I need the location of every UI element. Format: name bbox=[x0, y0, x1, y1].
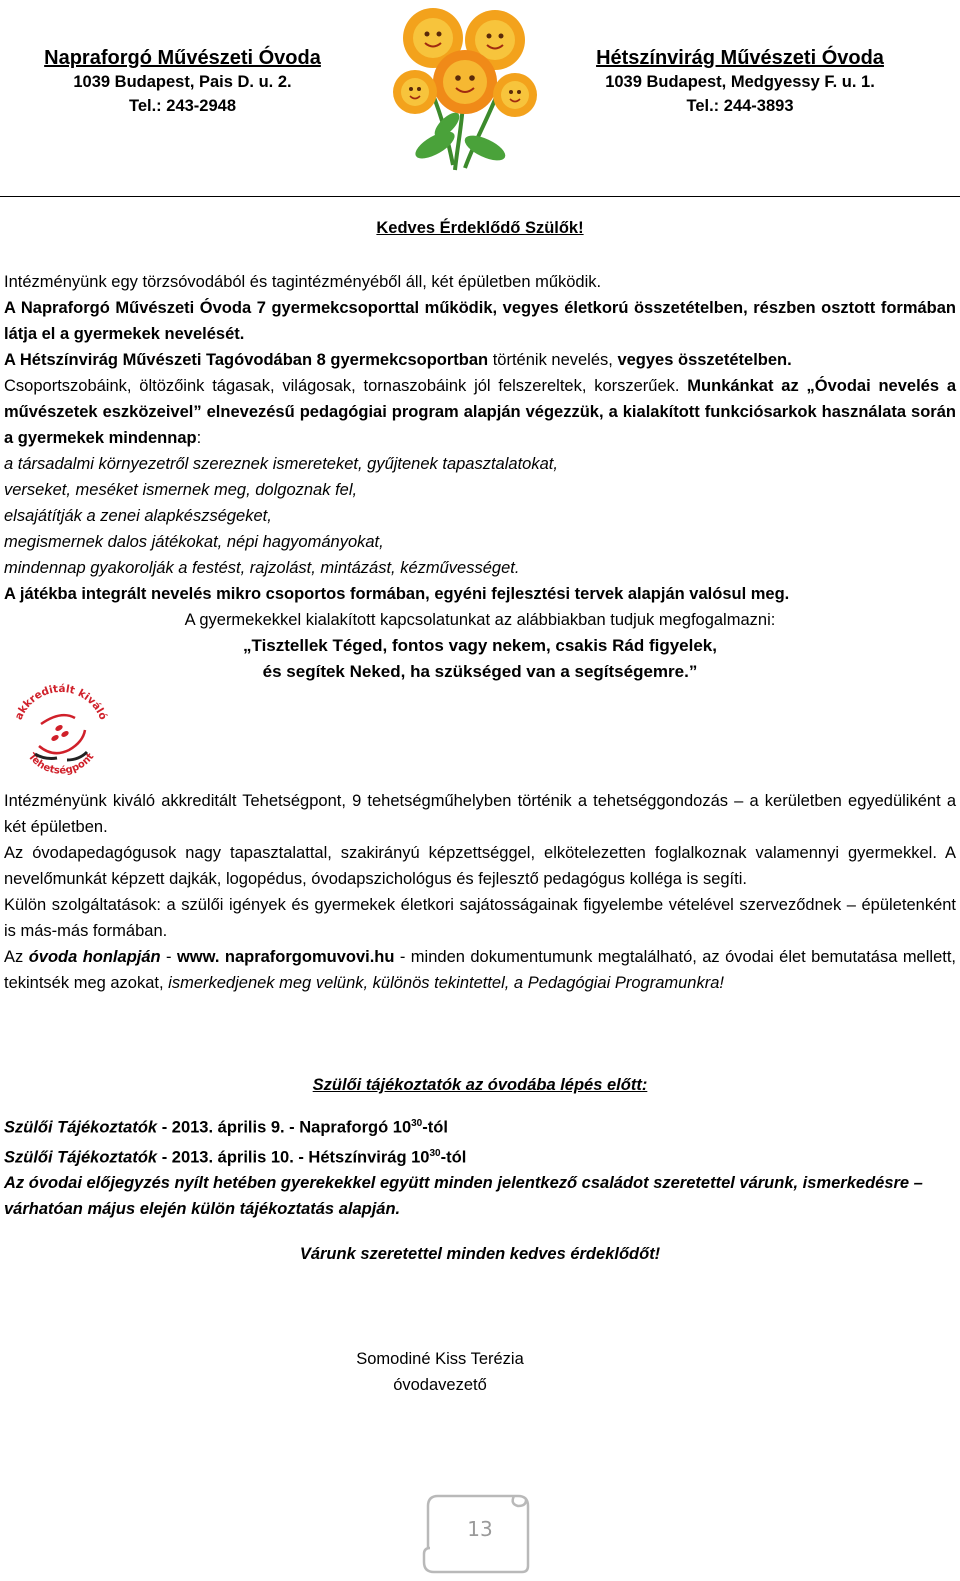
activities-list bbox=[4, 451, 956, 581]
motto-line: „Tisztellek Téged, fontos vagy nekem, csakis Rád figyelek, bbox=[243, 636, 717, 655]
intro-paragraph-2: A Napraforgó Művészeti Óvoda 7 gyermekcsoporttal működik, vegyes életkorú összetételben, részben osztott formában látja el a gyermekek nevelését. bbox=[4, 299, 956, 343]
info-date: - 2013. április 10. - Hétszínvirág 10 bbox=[157, 1148, 430, 1166]
motto-line: és segítek Neked, ha szükséged van a segítségemre.” bbox=[262, 662, 698, 681]
info-label: Szülői Tájékoztatók bbox=[4, 1118, 158, 1137]
info-date: - 2013. április 9. - Napraforgó 10 bbox=[157, 1118, 412, 1137]
institution-phone: Tel.: 244-3893 bbox=[686, 96, 794, 115]
closing-line: Várunk szeretettel minden kedves érdeklődőt! bbox=[299, 1245, 661, 1263]
staff-paragraph: Az óvodapedagógusok nagy tapasztalattal, szakirányú képzettséggel, elkötelezetten foglalkoznak valamennyi gyermekkel. A nevelőmunkát képzett dajkák, logopédus, óvodapszichológus és fejlesztő pedagógus kolléga is segíti. bbox=[4, 844, 956, 888]
info-line bbox=[4, 1141, 956, 1171]
relation-intro: A gyermekekkel kialakított kapcsolatunkat az alábbiakban tudjuk megfogalmazni: bbox=[184, 611, 776, 629]
services-paragraph: Külön szolgáltatások: a szülői igények és gyermekek életkori sajátosságainak figyelembe vételével szerveződnek – épületenként is más-más formában. bbox=[4, 896, 956, 940]
header-right-institution bbox=[575, 45, 905, 118]
website-text: Az bbox=[4, 948, 29, 966]
intro-paragraph-1: Intézményünk egy törzsóvodából és tagintézményéből áll, két épületben működik. bbox=[4, 273, 602, 291]
details-section bbox=[4, 788, 956, 996]
intro-p3-normal: történik nevelés, bbox=[488, 351, 618, 369]
activity-item: verseket, meséket ismernek meg, dolgoznak fel, bbox=[4, 481, 358, 499]
website-paragraph bbox=[4, 944, 956, 996]
page-number-scroll-icon bbox=[418, 1492, 538, 1574]
header-divider bbox=[0, 196, 960, 197]
institution-name: Hétszínvirág Művészeti Óvoda bbox=[596, 47, 884, 69]
sunflower-logo-icon bbox=[385, 0, 545, 172]
info-end: -tól bbox=[422, 1118, 448, 1137]
activity-item: a társadalmi környezetről szereznek ismereteket, gyűjtenek tapasztalatokat, bbox=[4, 455, 558, 473]
signature-title: óvodavezető bbox=[393, 1376, 487, 1394]
intro-p3-bold: A Hétszínvirág Művészeti Tagóvodában 8 gyermekcsoportban bbox=[4, 351, 489, 369]
website-link[interactable]: www. napraforgomuvovi.hu bbox=[176, 948, 395, 966]
intro-p3-bold-end: vegyes összetételben. bbox=[617, 351, 792, 369]
greeting-heading: Kedves Érdeklődő Szülők! bbox=[376, 219, 584, 237]
award-text-top: akkreditált kiváló bbox=[12, 682, 110, 722]
header-left-institution bbox=[30, 45, 335, 118]
intro-p4-colon: : bbox=[196, 429, 202, 447]
talent-paragraph: Intézményünk kiváló akkreditált Tehetségpont, 9 tehetségműhelyben történik a tehetséggondozás – a kerületben egyedüliként a két épületben. bbox=[4, 792, 956, 836]
enrollment-paragraph: Az óvodai előjegyzés nyílt hetében gyerekekkel együtt minden jelentkező családot szeretettel várunk, ismerkedésre – várhatóan május elején külön tájékoztatás alapján. bbox=[4, 1174, 923, 1218]
institution-phone: Tel.: 243-2948 bbox=[128, 96, 236, 115]
website-label: óvoda honlapján bbox=[28, 948, 161, 966]
signature-name: Somodiné Kiss Terézia bbox=[356, 1350, 524, 1368]
info-label: Szülői Tájékoztatók bbox=[4, 1148, 158, 1166]
integrated-education: A játékba integrált nevelés mikro csoportos formában, egyéni fejlesztési tervek alapján valósul meg. bbox=[4, 585, 790, 603]
intro-p4-normal: Csoportszobáink, öltözőink tágasak, világosak, tornaszobáink jól felszereltek, korszerűek. bbox=[4, 377, 688, 395]
info-time-sup: 30 bbox=[429, 1147, 441, 1159]
website-invite: ismerkedjenek meg velünk, különös tekintettel, a Pedagógiai Programunkra! bbox=[168, 974, 724, 992]
intro-paragraph-4 bbox=[4, 373, 956, 451]
intro-section bbox=[4, 269, 956, 451]
page-number: 13 bbox=[467, 1517, 493, 1541]
activity-item: elsajátítják a zenei alapkészségeket, bbox=[4, 507, 272, 525]
info-end: -tól bbox=[440, 1148, 467, 1166]
award-text-bottom: Tehetségpont bbox=[25, 751, 97, 777]
website-text: - minden dokumentumunk megtalálható, az óvodai élet bemutatása mellett, tekintsék meg azokat, bbox=[4, 948, 956, 992]
activity-item: mindennap gyakorolják a festést, rajzolást, mintázást, kézművességet. bbox=[4, 559, 520, 577]
institution-address: 1039 Budapest, Pais D. u. 2. bbox=[73, 73, 292, 91]
activity-item: megismernek dalos játékokat, népi hagyományokat, bbox=[4, 533, 384, 551]
motto bbox=[4, 633, 956, 685]
info-time-sup: 30 bbox=[411, 1118, 423, 1129]
talent-point-badge-icon bbox=[5, 676, 117, 778]
institution-name: Napraforgó Művészeti Óvoda bbox=[44, 47, 321, 69]
website-sep: - bbox=[160, 948, 177, 966]
info-title: Szülői tájékoztatók az óvodába lépés előtt: bbox=[312, 1076, 648, 1094]
intro-paragraph-3 bbox=[4, 347, 956, 373]
info-line bbox=[4, 1111, 956, 1141]
signature bbox=[0, 1346, 880, 1398]
institution-address: 1039 Budapest, Medgyessy F. u. 1. bbox=[605, 73, 875, 91]
intro-p4-bold: Munkánkat az „Óvodai nevelés a művészetek eszközeivel” elnevezésű pedagógiai program alapján végezzük, a kialakított funkciósarkok használata során a gyermekek mindennap bbox=[4, 377, 956, 447]
info-lines bbox=[4, 1111, 956, 1222]
